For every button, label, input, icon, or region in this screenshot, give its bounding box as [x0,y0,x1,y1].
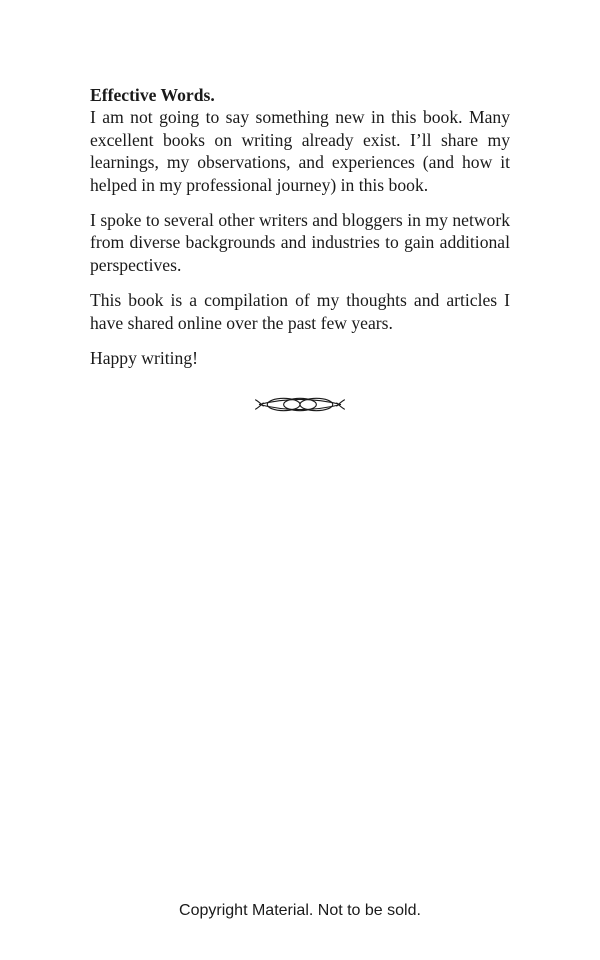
paragraph: This book is a compilation of my thoughts and articles I have shared online over the past few years. [90,290,510,333]
section-divider [90,395,510,417]
paragraph: I am not going to say something new in this book. Many excellent books on writing already exist. I’ll share my learnings, my observations, and experiences (and how it helped in my professional journey) in this book. [90,107,510,195]
chapter-title: Effective Words. [90,85,215,105]
page-content [90,84,510,418]
closing-line: Happy writing! [90,348,198,369]
paragraph: I spoke to several other writers and bloggers in my network from diverse backgrounds and industries to gain additional perspectives. [90,210,510,275]
copyright-notice: Copyright Material. Not to be sold. [179,902,421,919]
interlaced-knot-divider-icon [255,395,345,414]
